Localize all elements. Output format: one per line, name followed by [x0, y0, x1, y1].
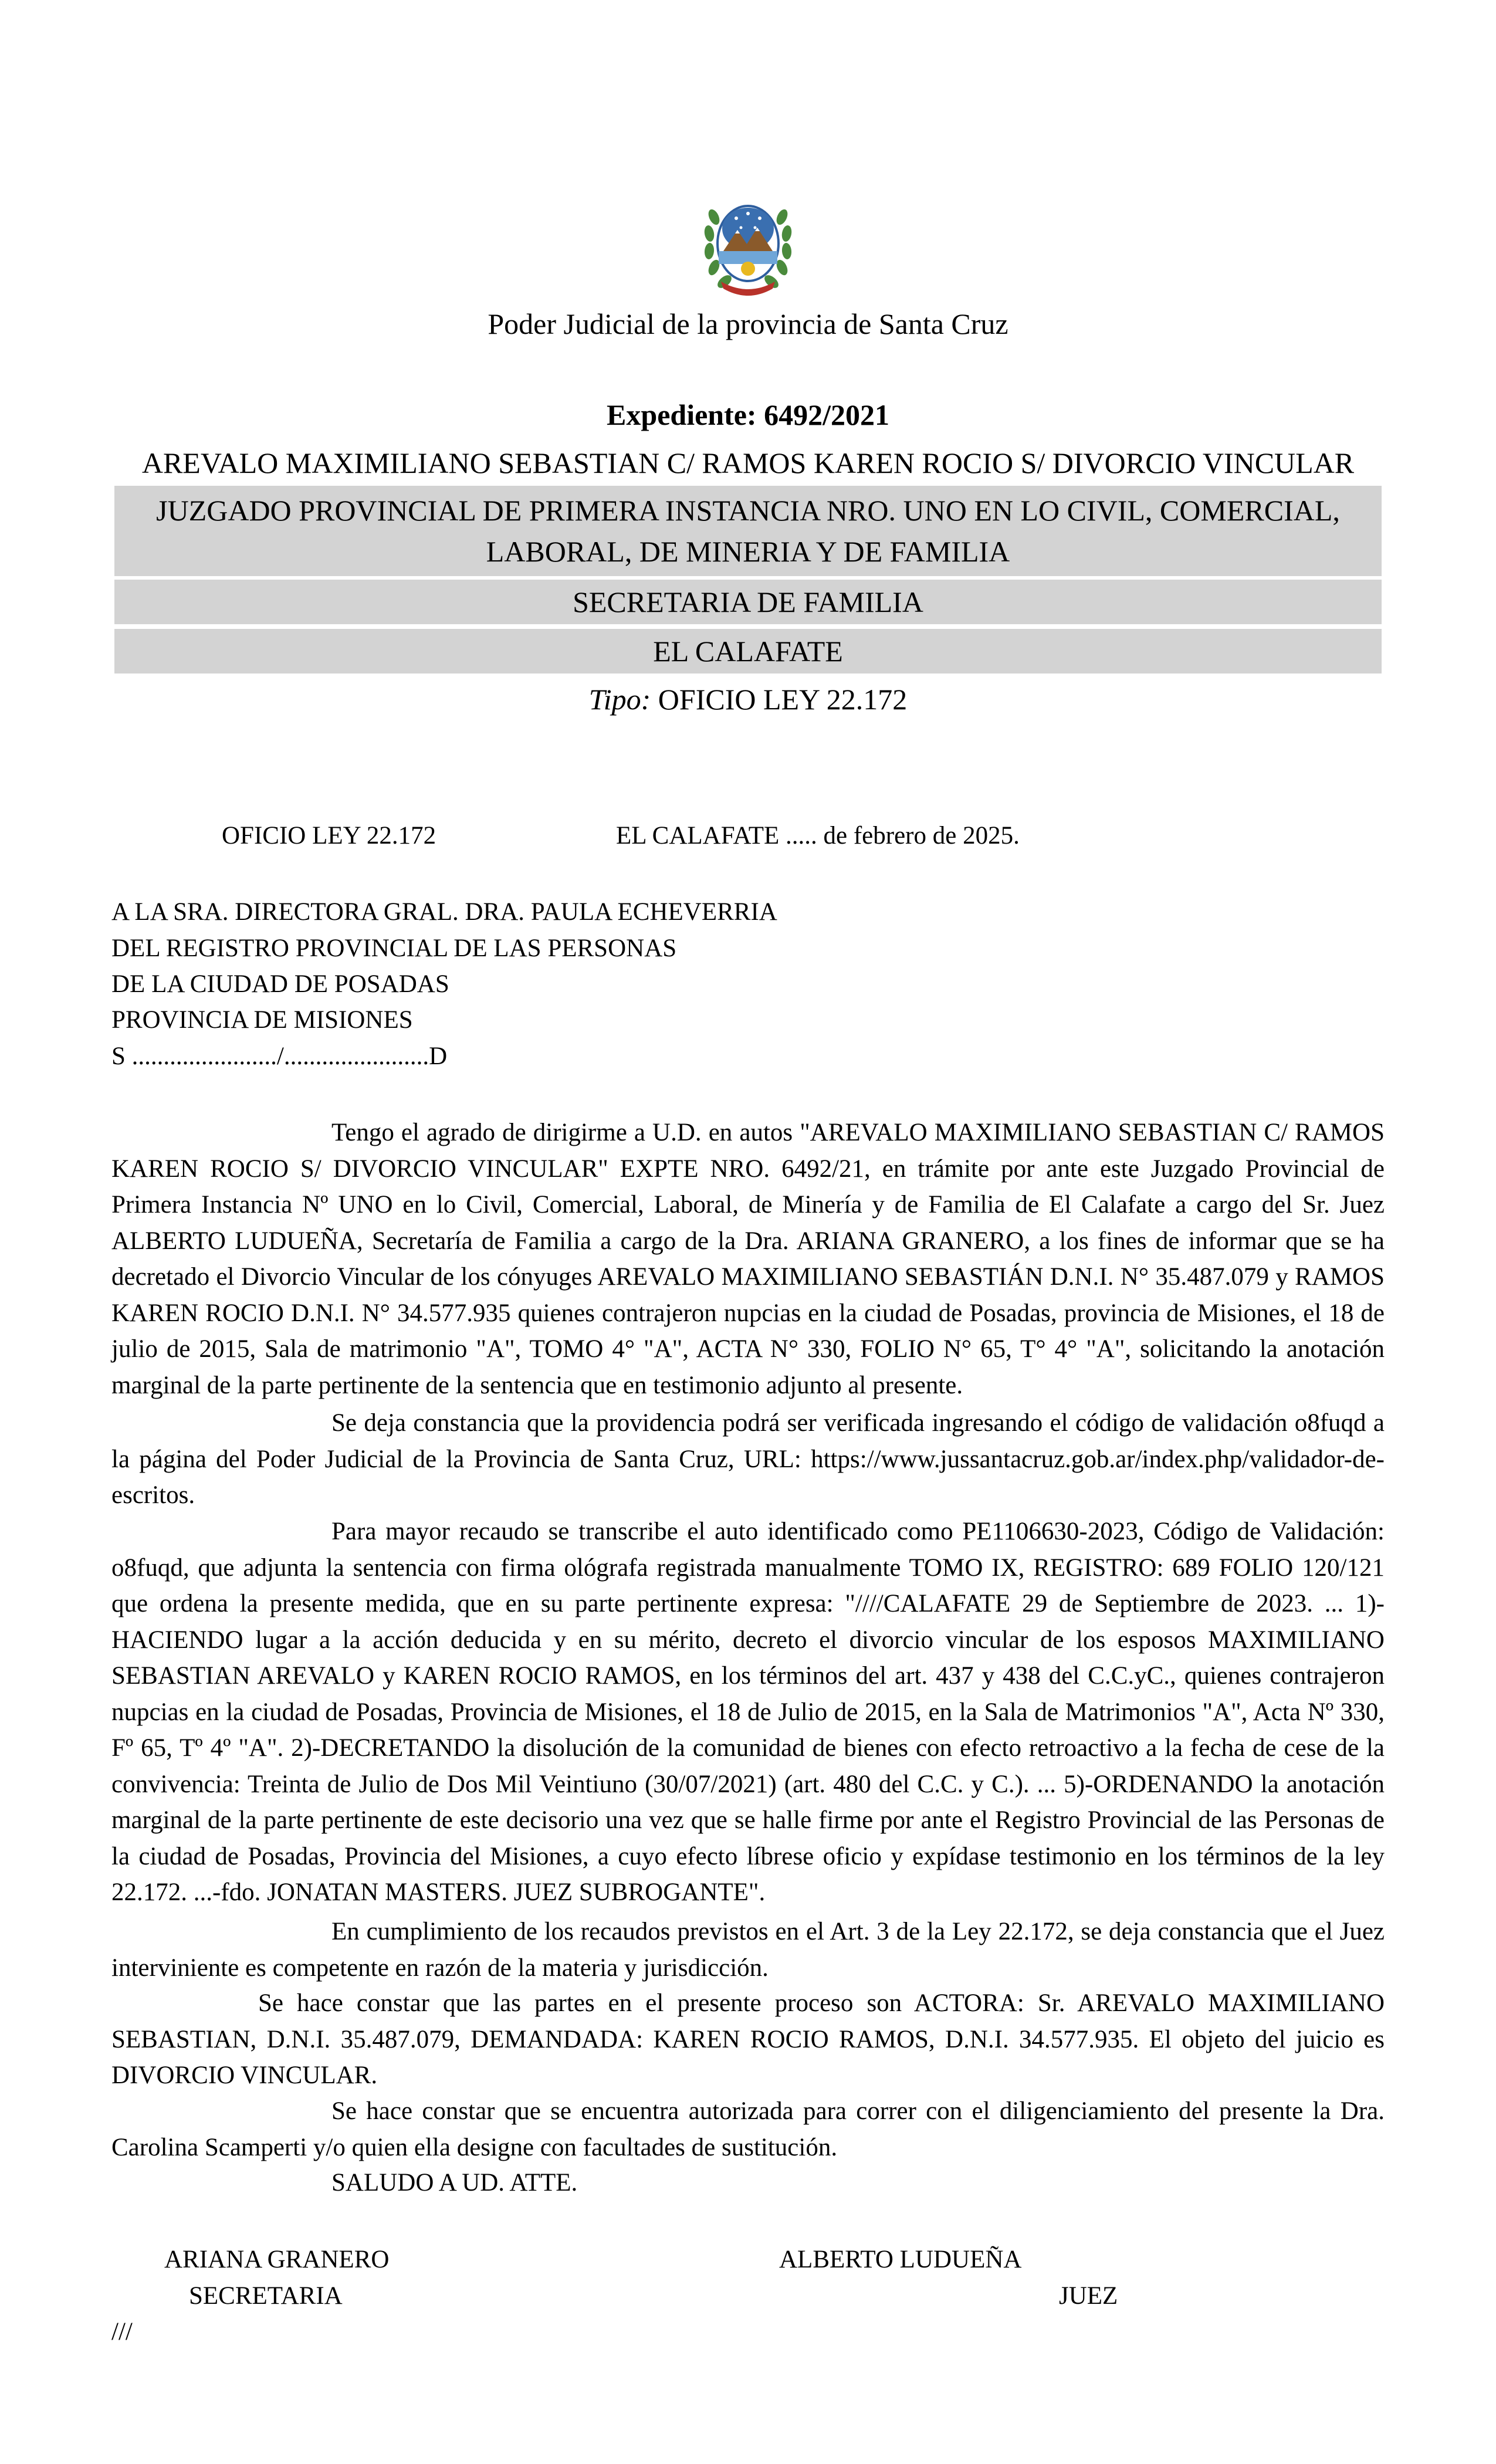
body-paragraph: Se hace constar que se encuentra autorizada para correr con el diligenciamiento del presente la Dra. Carolina Scamperti y/o quien ella designe con facultades de sustitución. [111, 2097, 1385, 2161]
addressee-line: DE LA CIUDAD DE POSADAS [111, 970, 449, 998]
addressee-line: DEL REGISTRO PROVINCIAL DE LAS PERSONAS [111, 935, 677, 962]
oficio-heading: OFICIO LEY 22.172 [222, 822, 436, 849]
signature-judge-name: ALBERTO LUDUEÑA [779, 2246, 1022, 2273]
document-type [111, 681, 1385, 718]
closing-salutation: SALUDO A UD. ATTE. [331, 2169, 578, 2196]
end-mark: /// [111, 2318, 133, 2345]
body-paragraph: Se hace constar que las partes en el presente proceso son ACTORA: Sr. AREVALO MAXIMILIANO SEBASTIAN, D.N.I. 35.487.079, DEMANDADA: KAREN ROCIO RAMOS, D.N.I. 34.577.935. El objeto del juicio es DIVORCIO VINCULAR. [111, 1989, 1385, 2089]
addressee-salutation: S ......................./.......................D [111, 1043, 448, 1070]
signature-secretary-name: ARIANA GRANERO [164, 2246, 390, 2273]
court-name-line-1: JUZGADO PROVINCIAL DE PRIMERA INSTANCIA NRO. UNO EN LO CIVIL, COMERCIAL, [156, 494, 1340, 527]
institution-name: Poder Judicial de la provincia de Santa Cruz [488, 307, 1008, 340]
court-band [114, 486, 1382, 576]
addressee-line: PROVINCIA DE MISIONES [111, 1006, 413, 1034]
body-paragraph: Para mayor recaudo se transcribe el auto identificado como PE1106630-2023, Código de Validación: o8fuqd, que adjunta la sentencia con firma ológrafa registrada manualmente TOMO IX, REGISTRO: 689 FOLIO 120/121 que ordena la presente medida, que en su parte pertinente expresa: "////CALAFATE 29 de Septiembre de 2023. ... 1)-HACIENDO lugar a la acción deducida y en su mérito, decreto el divorcio vincular de los esposos MAXIMILIANO SEBASTIAN AREVALO y KAREN ROCIO RAMOS, en los términos del art. 437 y 438 del C.C.yC., quienes contrajeron nupcias en la ciudad de Posadas, Provincia de Misiones, el 18 de Julio de 2015, en la Sala de Matrimonios "A", Acta Nº 330, Fº 65, Tº 4º "A". 2)-DECRETANDO la disolución de la comunidad de bienes con efecto retroactivo a la fecha de cese de la convivencia: Treinta de Julio de Dos Mil Veintiuno (30/07/2021) (art. 480 del C.C. y C.). ... 5)-ORDENANDO la anotación marginal de la parte pertinente de este decisorio una vez que se halle firme por ante el Registro Provincial de las Personas de la ciudad de Posadas, Provincia del Misiones, a cuyo efecto líbrese oficio y expídase testimonio en los términos de la ley 22.172. ...-fdo. JONATAN MASTERS. JUEZ SUBROGANTE". [111, 1518, 1385, 1906]
document-type-value: OFICIO LEY 22.172 [651, 683, 908, 716]
expediente-number: Expediente: 6492/2021 [607, 398, 889, 431]
court-name-line-2: LABORAL, DE MINERIA Y DE FAMILIA [486, 535, 1010, 568]
secretaria-band: SECRETARIA DE FAMILIA [114, 580, 1382, 624]
place-date: EL CALAFATE ..... de febrero de 2025. [616, 822, 1020, 849]
body-paragraph: Se deja constancia que la providencia podrá ser verificada ingresando el código de validación o8fuqd a la página del Poder Judicial de la Provincia de Santa Cruz, URL: https://www.jussantacruz.gob.ar/index.php/validador-de-escritos. [111, 1409, 1385, 1509]
locality-band: EL CALAFATE [114, 629, 1382, 673]
santa-cruz-coat-of-arms-icon [701, 194, 795, 299]
signature-judge-role: JUEZ [1059, 2282, 1118, 2310]
body-paragraph: Tengo el agrado de dirigirme a U.D. en autos "AREVALO MAXIMILIANO SEBASTIAN C/ RAMOS KAREN ROCIO S/ DIVORCIO VINCULAR" EXPTE NRO. 6492/21, en trámite por ante este Juzgado Provincial de Primera Instancia Nº UNO en lo Civil, Comercial, Laboral, de Minería y de Familia de El Calafate a cargo del Sr. Juez ALBERTO LUDUEÑA, Secretaría de Familia a cargo de la Dra. ARIANA GRANERO, a los fines de informar que se ha decretado el Divorcio Vincular de los cónyuges AREVALO MAXIMILIANO SEBASTIÁN D.N.I. N° 35.487.079 y RAMOS KAREN ROCIO D.N.I. N° 34.577.935 quienes contrajeron nupcias en la ciudad de Posadas, provincia de Misiones, el 18 de julio de 2015, Sala de matrimonio "A", TOMO 4° "A", ACTA N° 330, FOLIO N° 65, T° 4° "A", solicitando la anotación marginal de la parte pertinente de la sentencia que en testimonio adjunto al presente. [111, 1119, 1385, 1399]
document-type-label: Tipo: [588, 683, 651, 716]
signature-secretary-role: SECRETARIA [189, 2282, 343, 2310]
body-paragraph: En cumplimiento de los recaudos previstos en el Art. 3 de la Ley 22.172, se deja constancia que el Juez interviniente es competente en razón de la materia y jurisdicción. [111, 1918, 1385, 1982]
addressee-line: A LA SRA. DIRECTORA GRAL. DRA. PAULA ECHEVERRIA [111, 898, 777, 926]
case-caption: AREVALO MAXIMILIANO SEBASTIAN C/ RAMOS KAREN ROCIO S/ DIVORCIO VINCULAR [141, 446, 1355, 479]
